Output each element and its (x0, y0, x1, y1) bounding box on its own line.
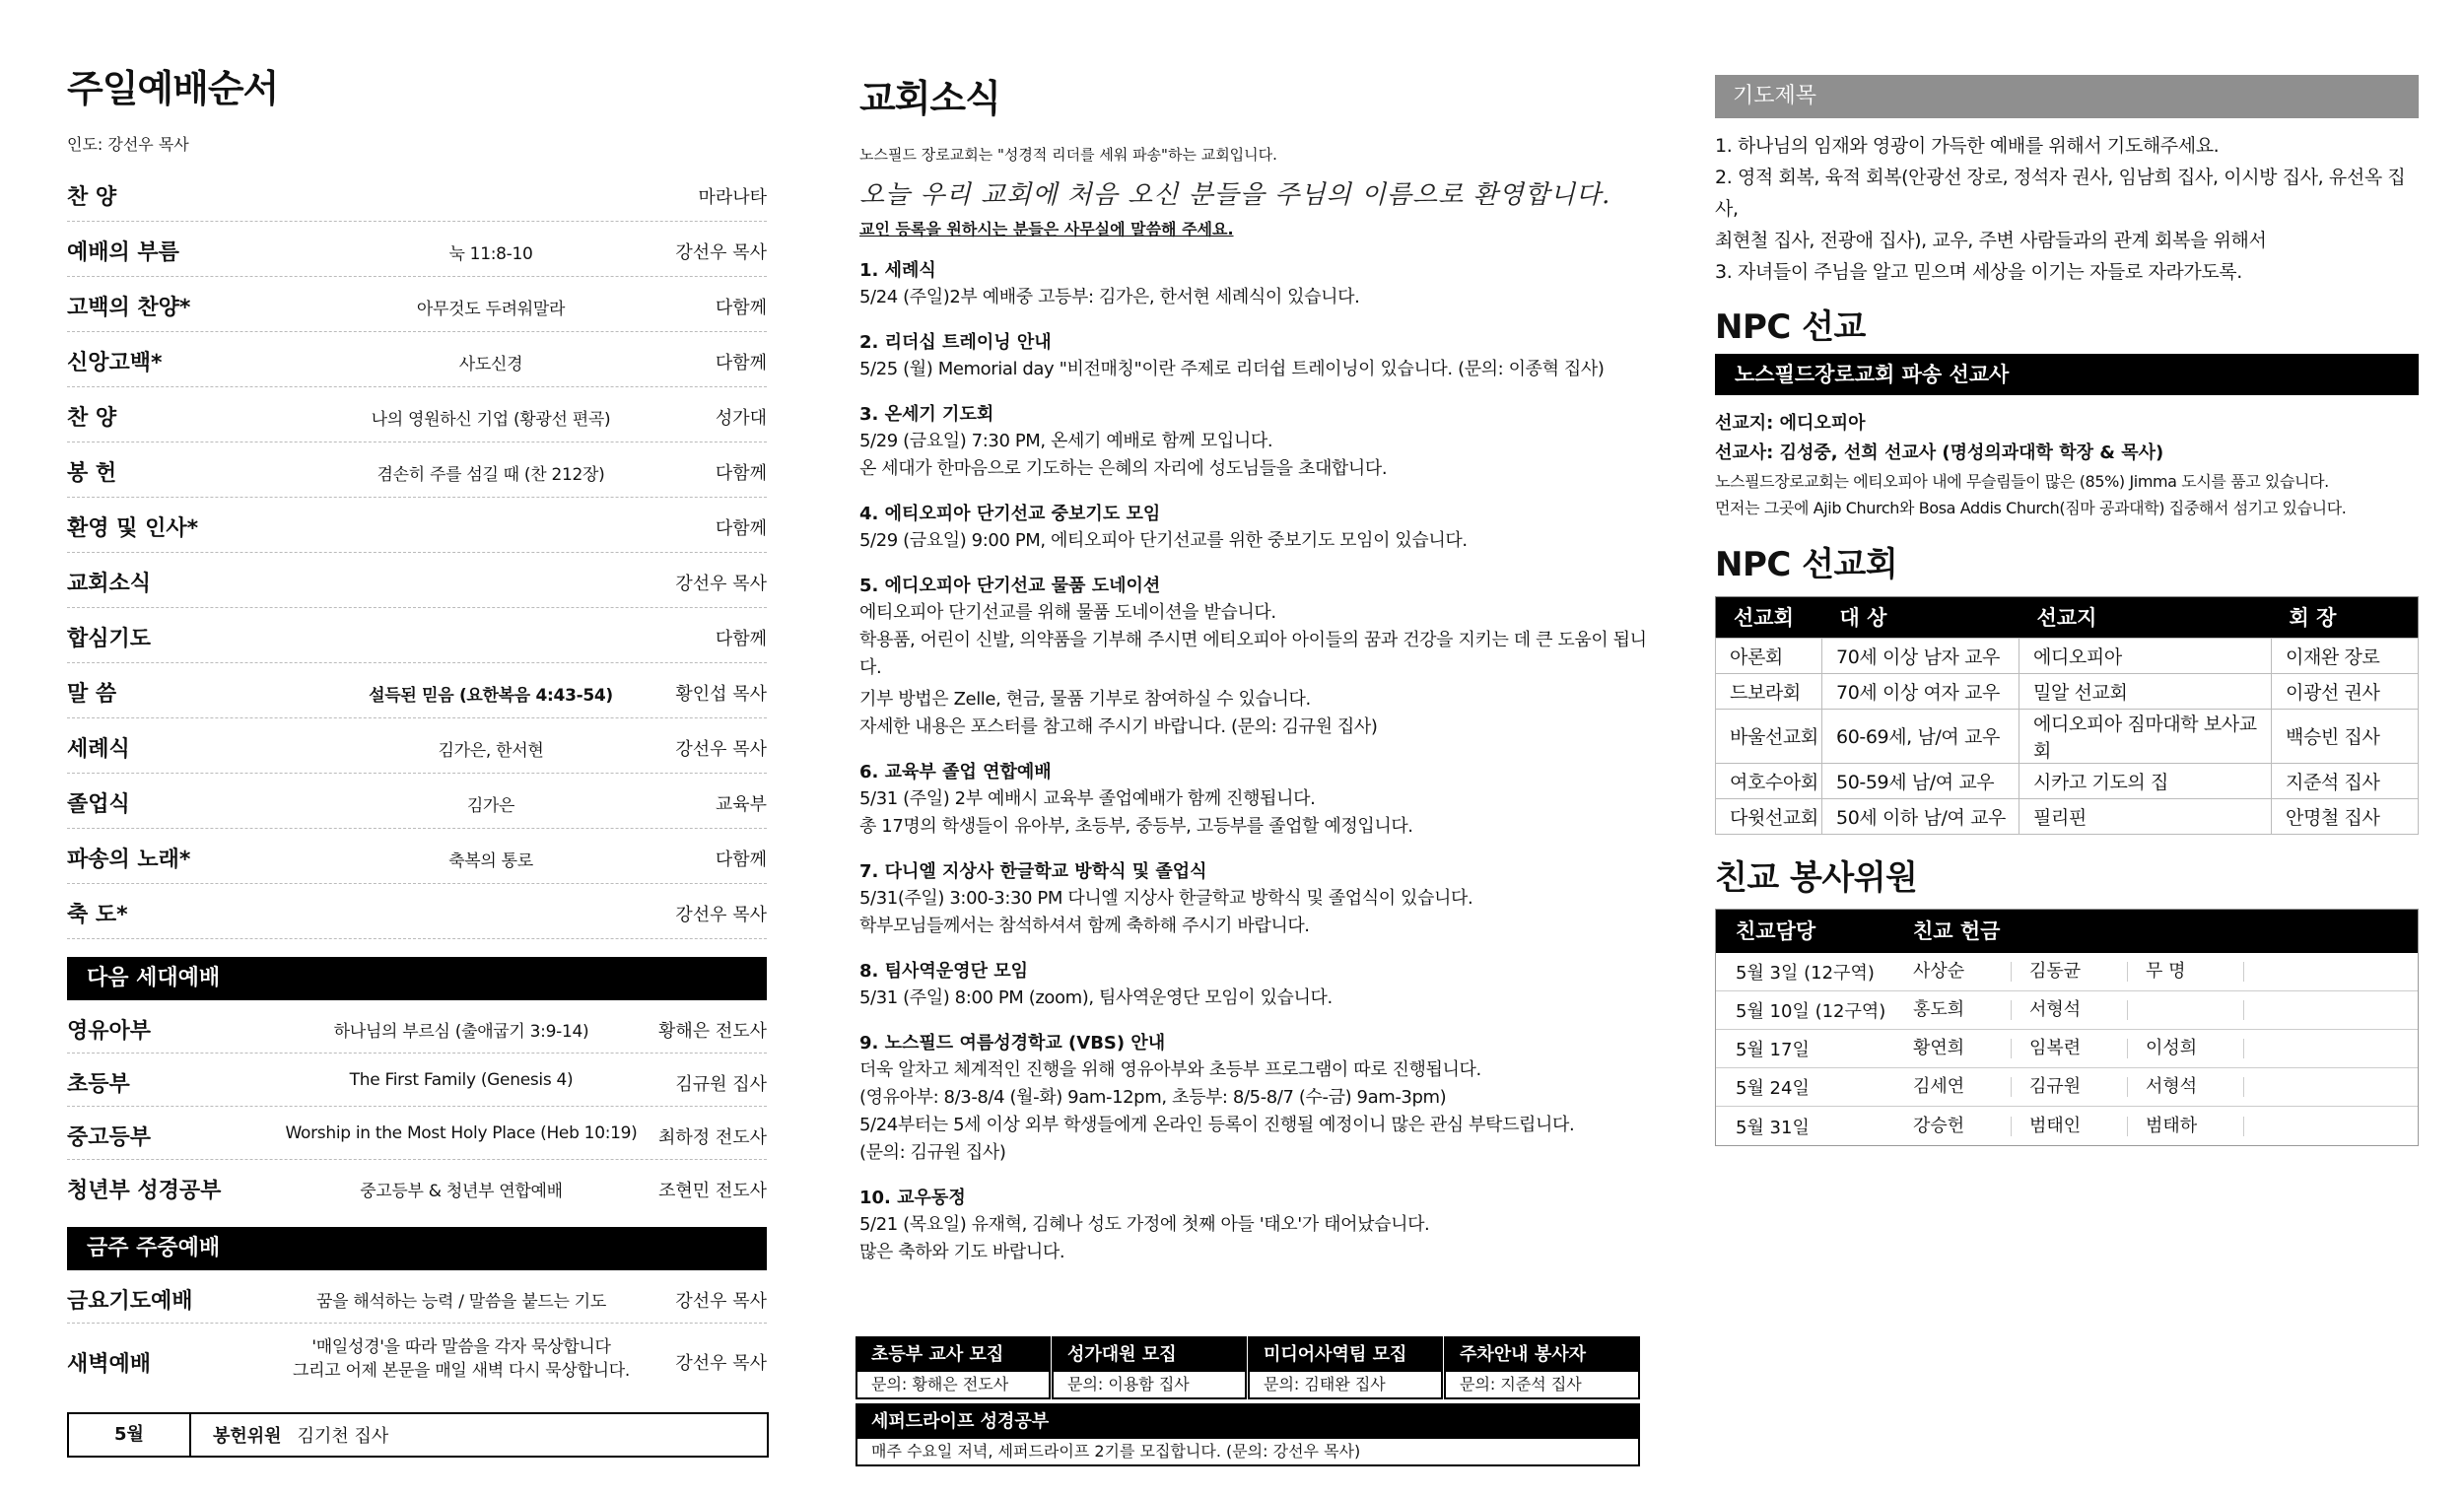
news-line: 5/31 (주일) 2부 예배시 교육부 졸업예배가 함께 진행됩니다. (859, 787, 1316, 809)
order-label: 교회소식 (67, 571, 152, 596)
table-cell: 드보라회 (1716, 673, 1822, 709)
list-item (67, 1324, 767, 1400)
order-label: 말 씀 (67, 681, 117, 707)
list-item (67, 608, 767, 663)
order-content: 겸손히 주를 섬길 때 (찬 212장) (376, 464, 605, 485)
registration-note: 교인 등록을 원하시는 분들은 사무실에 말씀해 주세요. (859, 219, 1234, 238)
table-cell: 70세 이상 여자 교우 (1822, 673, 2019, 709)
news-line: 에티오피아 단기선교를 위해 물품 도네이션을 받습니다. (859, 601, 1276, 623)
news-title: 9. 노스필드 여름성경학교 (VBS) 안내 (859, 1032, 1166, 1054)
prayer-line: 최현철 집사, 전광애 집사), 교우, 주변 사람들과의 관계 회복을 위해서 (1715, 230, 2267, 251)
news-item (859, 958, 1668, 1012)
fellowship-name (2262, 1000, 2361, 1020)
order-content: 김가은, 한서현 (438, 740, 544, 761)
list-item (67, 387, 767, 442)
order-label: 신앙고백* (67, 350, 163, 375)
table-cell: 밀알 선교회 (2019, 673, 2272, 709)
list-item (67, 277, 767, 332)
fellowship-name: 김세연 (1913, 1077, 2012, 1097)
order-label: 봉 헌 (67, 460, 117, 486)
fellowship-name: 사상순 (1913, 962, 2012, 982)
table-cell: 60-69세, 남/여 교우 (1822, 709, 2019, 763)
order-leader: 강선우 목사 (675, 241, 767, 263)
fellowship-name (2262, 1077, 2361, 1097)
order-leader: 교육부 (715, 793, 767, 815)
order-content: 아무것도 두려워말라 (416, 299, 566, 319)
service-content: 중고등부 & 청년부 연합예배 (360, 1181, 563, 1201)
prayer-line: 3. 자녀들이 주님을 알고 믿으며 세상을 이기는 자들로 자라가도록. (1715, 261, 2242, 283)
list-item (67, 1107, 767, 1160)
service-label: 청년부 성경공부 (67, 1178, 222, 1203)
order-leader: 마라나타 (698, 186, 767, 208)
recruit-contact: 문의: 황해은 전도사 (871, 1375, 1009, 1394)
table-cell: 50-59세 남/여 교우 (1822, 763, 2019, 798)
service-label: 중고등부 (67, 1124, 152, 1150)
news-item (859, 759, 1668, 841)
table-header-row (1716, 596, 2419, 638)
table-cell: 아론회 (1716, 638, 1822, 673)
news-line: 학부모님들께서는 참석하셔셔 함께 축하해 주시기 바랍니다. (859, 915, 1310, 936)
order-leader: 다함께 (715, 462, 767, 484)
column-header: 친교담당 (1736, 919, 1816, 944)
service-label: 초등부 (67, 1071, 130, 1097)
recruit-box (1444, 1336, 1640, 1399)
order-label: 파송의 노래* (67, 847, 191, 872)
fellowship-name: 황연희 (1913, 1039, 2012, 1058)
fellowship-name (2146, 1000, 2244, 1020)
news-line: 5/21 (목요일) 유재혁, 김혜나 성도 가정에 첫째 아들 '태오'가 태어났습니다. (859, 1213, 1430, 1235)
order-leader: 다함께 (715, 517, 767, 539)
next-gen-list (67, 1000, 767, 1213)
weekday-header: 금주 주중예배 (67, 1227, 767, 1270)
column-header: 친교 헌금 (1913, 919, 2001, 944)
news-title: 1. 세례식 (859, 259, 936, 281)
list-item (67, 829, 767, 884)
order-label: 세례식 (67, 736, 130, 762)
order-leader: 강선우 목사 (675, 573, 767, 594)
npc-mission-bar: 노스필드장로교회 파송 선교사 (1715, 354, 2419, 395)
service-content-line: 그리고 어제 본문을 매일 새벽 다시 묵상합니다. (292, 1360, 631, 1381)
mission-country: 선교지: 에디오피아 (1715, 413, 1866, 435)
news-title: 7. 다니엘 지상사 한글학교 방학식 및 졸업식 (859, 860, 1207, 882)
order-label: 찬 양 (67, 405, 117, 431)
order-label: 찬 양 (67, 184, 117, 210)
service-leader: 김규원 집사 (675, 1073, 767, 1095)
prayer-list (1715, 130, 2419, 288)
service-leader: 강선우 목사 (675, 1290, 767, 1312)
news-item (859, 858, 1668, 940)
recruit-contact: 문의: 김태완 집사 (1264, 1375, 1386, 1394)
news-line: 더욱 알차고 체계적인 진행을 위해 영유아부와 초등부 프로그램이 따로 진행됩니다. (859, 1058, 1481, 1080)
recruit-box (856, 1336, 1051, 1399)
recruit-box (1248, 1336, 1443, 1399)
table-row (1716, 798, 2419, 834)
news-line: 5/31 (주일) 8:00 PM (zoom), 팀사역운영단 모임이 있습니다. (859, 986, 1333, 1008)
fellowship-title: 친교 봉사위원 (1715, 857, 1918, 898)
news-title: 4. 에티오피아 단기선교 중보기도 모임 (859, 503, 1161, 524)
shepherd-life-title: 세퍼드라이프 성경공부 (857, 1405, 1638, 1439)
worship-order-list (67, 167, 767, 939)
fellowship-date: 5월 24일 (1736, 1078, 1810, 1100)
mission-desc: 먼저는 그곳에 Ajib Church와 Bosa Addis Church(짐마 공과대학) 집중해서 섬기고 있습니다. (1715, 499, 2347, 518)
fellowship-name: 임복련 (2029, 1039, 2128, 1058)
table-cell: 지준석 집사 (2272, 763, 2419, 798)
news-line: 많은 축하와 기도 바랍니다. (859, 1241, 1065, 1262)
table-header-row (1716, 910, 2418, 953)
news-line: 기부 방법은 Zelle, 현금, 물품 기부로 참여하실 수 있습니다. (859, 688, 1311, 710)
recruit-title: 성가대원 모집 (1054, 1338, 1245, 1372)
service-leader: 강선우 목사 (675, 1352, 767, 1374)
news-line: 총 17명의 학생들이 유아부, 초등부, 중등부, 고등부를 졸업할 예정입니다. (859, 815, 1413, 837)
fellowship-body (1716, 953, 2418, 1145)
table-cell: 바울선교회 (1716, 709, 1822, 763)
npc-mission-title: NPC 선교 (1715, 307, 1866, 347)
order-label: 합심기도 (67, 626, 152, 651)
table-cell: 백승빈 집사 (2272, 709, 2419, 763)
order-content: 눅 11:8-10 (448, 243, 533, 264)
fellowship-name: 범태인 (2029, 1117, 2128, 1136)
fellowship-name (2262, 1117, 2361, 1136)
table-cell: 70세 이상 남자 교우 (1822, 638, 2019, 673)
worship-order-column (67, 69, 767, 1458)
fellowship-name: 김동균 (2029, 962, 2128, 982)
order-content: 설득된 믿음 (요한복음 4:43-54) (369, 685, 613, 706)
table-row (1716, 1107, 2418, 1145)
table-row (1716, 673, 2419, 709)
news-title: 8. 팀사역운영단 모임 (859, 960, 1028, 982)
news-list (859, 257, 1668, 1266)
service-content: 꿈을 해석하는 능력 / 말씀을 붙드는 기도 (315, 1291, 606, 1312)
list-item (67, 167, 767, 222)
column-header: 선교회 (1716, 596, 1822, 638)
weekday-list (67, 1270, 767, 1400)
news-line: 5/24 (주일)2부 예배중 고등부: 김가은, 한서현 세례식이 있습니다. (859, 286, 1360, 307)
news-item (859, 257, 1668, 311)
order-label: 예배의 부름 (67, 239, 179, 265)
order-leader: 성가대 (715, 407, 767, 429)
table-cell: 50세 이하 남/여 교우 (1822, 798, 2019, 834)
fellowship-name: 김규원 (2029, 1077, 2128, 1097)
list-item (67, 718, 767, 774)
recruit-contact: 문의: 이용함 집사 (1067, 1375, 1190, 1394)
fellowship-date: 5월 10일 (12구역) (1736, 1001, 1886, 1023)
fellowship-name: 이성희 (2146, 1039, 2244, 1058)
offering-committee-box (67, 1412, 769, 1458)
church-intro: 노스필드 장로교회는 "성경적 리더를 세워 파송"하는 교회입니다. (859, 145, 1277, 164)
table-row (1716, 1068, 2418, 1107)
list-item (67, 1054, 767, 1107)
recruit-title: 초등부 교사 모집 (857, 1338, 1049, 1372)
order-label: 졸업식 (67, 791, 130, 817)
offering-label: 봉헌위원 (213, 1425, 282, 1447)
list-item (67, 332, 767, 387)
news-line: 5/24부터는 5세 이상 외부 학생들에게 온라인 등록이 진행될 예정이니 많은 관심 부탁드립니다. (859, 1114, 1575, 1135)
service-label: 금요기도예배 (67, 1288, 193, 1314)
order-label: 고백의 찬양* (67, 295, 191, 320)
fellowship-name: 강승헌 (1913, 1117, 2012, 1136)
fellowship-name (2262, 1039, 2361, 1058)
service-content: The First Family (Genesis 4) (349, 1069, 574, 1090)
missionary-names: 선교사: 김성중, 선희 선교사 (명성의과대학 학장 & 목사) (1715, 442, 2164, 464)
order-content: 나의 영원하신 기업 (황광선 편곡) (371, 409, 611, 430)
service-content: Worship in the Most Holy Place (Heb 10:19) (285, 1122, 638, 1143)
order-content: 축복의 통로 (448, 850, 533, 871)
table-row (1716, 991, 2418, 1030)
news-line: 5/31(주일) 3:00-3:30 PM 다니엘 지상사 한글학교 방학식 및 졸업식이 있습니다. (859, 887, 1473, 909)
church-news-title: 교회소식 (859, 77, 1000, 120)
news-line: (영유아부: 8/3-8/4 (월-화) 9am-12pm, 초등부: 8/5-8/7 (수-금) 9am-3pm) (859, 1086, 1447, 1108)
news-title: 5. 에디오피아 단기선교 물품 도네이션 (859, 575, 1161, 596)
news-line: 학용품, 어린이 신발, 의약품을 기부해 주시면 에티오피아 아이들의 꿈과 건강을 지키는 데 큰 도움이 됩니다. (859, 629, 1647, 678)
recruit-title: 주차안내 봉사자 (1446, 1338, 1638, 1372)
news-line: 5/29 (금요일) 7:30 PM, 온세기 예배로 함께 모입니다. (859, 430, 1273, 451)
news-title: 2. 리더십 트레이닝 안내 (859, 331, 1052, 353)
table-cell: 여호수아회 (1716, 763, 1822, 798)
service-label: 영유아부 (67, 1018, 152, 1044)
table-cell: 안명철 집사 (2272, 798, 2419, 834)
table-cell: 이광선 권사 (2272, 673, 2419, 709)
news-line: (문의: 김규원 집사) (859, 1141, 1006, 1163)
column-header: 대 상 (1822, 596, 2019, 638)
table-cell: 필리핀 (2019, 798, 2272, 834)
column-header: 회 장 (2272, 596, 2419, 638)
fellowship-name: 무 명 (2146, 962, 2244, 982)
fellowship-date: 5월 31일 (1736, 1117, 1810, 1138)
table-cell: 다윗선교회 (1716, 798, 1822, 834)
order-leader: 다함께 (715, 849, 767, 870)
news-item (859, 1185, 1668, 1266)
service-content: 하나님의 부르심 (출애굽기 3:9-14) (333, 1021, 589, 1042)
list-item (67, 884, 767, 939)
recruit-contact: 문의: 지준석 집사 (1460, 1375, 1582, 1394)
news-item (859, 329, 1668, 383)
news-title: 6. 교육부 졸업 연합예배 (859, 761, 1052, 782)
order-leader: 다함께 (715, 628, 767, 649)
fellowship-name: 홍도희 (1913, 1000, 2012, 1020)
service-label: 새벽예배 (67, 1351, 152, 1377)
order-leader: 황인섭 목사 (675, 683, 767, 705)
table-cell: 에디오피아 짐마대학 보사교회 (2019, 709, 2272, 763)
news-line: 온 세대가 한마음으로 기도하는 은혜의 자리에 성도님들을 초대합니다. (859, 457, 1388, 479)
list-item (67, 222, 767, 277)
order-leader: 다함께 (715, 297, 767, 318)
table-row (1716, 638, 2419, 673)
order-label: 축 도* (67, 902, 128, 927)
fellowship-date: 5월 3일 (12구역) (1736, 963, 1875, 985)
news-line: 5/25 (월) Memorial day "비전매칭"이란 주제로 리더쉽 트레이닝이 있습니다. (문의: 이종혁 집사) (859, 358, 1605, 379)
order-content: 사도신경 (458, 354, 523, 374)
fellowship-name: 서형석 (2146, 1077, 2244, 1097)
list-item (67, 1160, 767, 1213)
table-row (1716, 953, 2418, 991)
officiant: 인도: 강선우 목사 (67, 134, 189, 154)
service-content-line: '매일성경'을 따라 말씀을 각자 묵상합니다 (311, 1336, 611, 1357)
service-leader: 황해은 전도사 (657, 1020, 767, 1042)
fellowship-name (2262, 962, 2361, 982)
recruit-title: 미디어사역팀 모집 (1250, 1338, 1441, 1372)
offering-month: 5월 (69, 1414, 191, 1456)
shepherd-life-box (856, 1403, 1640, 1466)
list-item (67, 663, 767, 718)
table-cell: 시카고 기도의 집 (2019, 763, 2272, 798)
news-line: 5/29 (금요일) 9:00 PM, 에티오피아 단기선교를 위한 중보기도 모임이 있습니다. (859, 529, 1468, 551)
order-label: 환영 및 인사* (67, 515, 199, 541)
next-gen-header: 다음 세대예배 (67, 957, 767, 1000)
list-item (67, 774, 767, 829)
service-leader: 조현민 전도사 (657, 1180, 767, 1201)
mission-desc: 노스필드장로교회는 에티오피아 내에 무슬림들이 많은 (85%) Jimma 도시를 품고 있습니다. (1715, 472, 2329, 492)
table-row (1716, 763, 2419, 798)
prayer-line: 2. 영적 회복, 육적 회복(안광선 장로, 정석자 권사, 임남희 집사, 이시방 집사, 유선옥 집사, (1715, 167, 2406, 220)
table-cell: 이재완 장로 (2272, 638, 2419, 673)
church-news-column (859, 79, 1668, 1266)
order-leader: 다함께 (715, 352, 767, 374)
list-item (67, 1000, 767, 1054)
list-item (67, 553, 767, 608)
news-item (859, 573, 1668, 741)
npc-groups-title: NPC 선교회 (1715, 545, 1898, 585)
prayer-header: 기도제목 (1715, 75, 2419, 118)
fellowship-table (1715, 909, 2419, 1146)
news-title: 10. 교우동정 (859, 1187, 966, 1208)
table-cell: 에디오피아 (2019, 638, 2272, 673)
order-leader: 강선우 목사 (675, 904, 767, 925)
column-header: 선교지 (2019, 596, 2272, 638)
prayer-line: 1. 하나님의 임재와 영광이 가득한 예배를 위해서 기도해주세요. (1715, 135, 2220, 157)
fellowship-date: 5월 17일 (1736, 1040, 1810, 1061)
npc-groups-table (1715, 596, 2419, 835)
offering-name: 김기천 집사 (297, 1425, 389, 1447)
recruit-box (1052, 1336, 1247, 1399)
news-item (859, 401, 1668, 483)
news-title: 3. 온세기 기도회 (859, 403, 994, 425)
order-leader: 강선우 목사 (675, 738, 767, 760)
fellowship-name: 범태하 (2146, 1117, 2244, 1136)
service-leader: 최하정 전도사 (657, 1126, 767, 1148)
fellowship-name: 서형석 (2029, 1000, 2128, 1020)
news-item (859, 501, 1668, 555)
shepherd-life-text: 매주 수요일 저녁, 세퍼드라이프 2기를 모집합니다. (문의: 강선우 목사) (871, 1442, 1361, 1461)
welcome-message: 오늘 우리 교회에 처음 오신 분들을 주님의 이름으로 환영합니다. (859, 179, 1611, 210)
list-item (67, 442, 767, 498)
service-content (254, 1335, 668, 1383)
news-item (859, 1030, 1668, 1167)
npc-groups-body (1716, 638, 2419, 834)
worship-order-title: 주일예배순서 (67, 67, 279, 110)
right-column (1715, 75, 2419, 1146)
list-item (67, 498, 767, 553)
news-line: 자세한 내용은 포스터를 참고해 주시기 바랍니다. (문의: 김규원 집사) (859, 715, 1378, 737)
table-row (1716, 709, 2419, 763)
order-content: 김가은 (466, 795, 515, 816)
table-row (1716, 1030, 2418, 1068)
list-item (67, 1270, 767, 1324)
